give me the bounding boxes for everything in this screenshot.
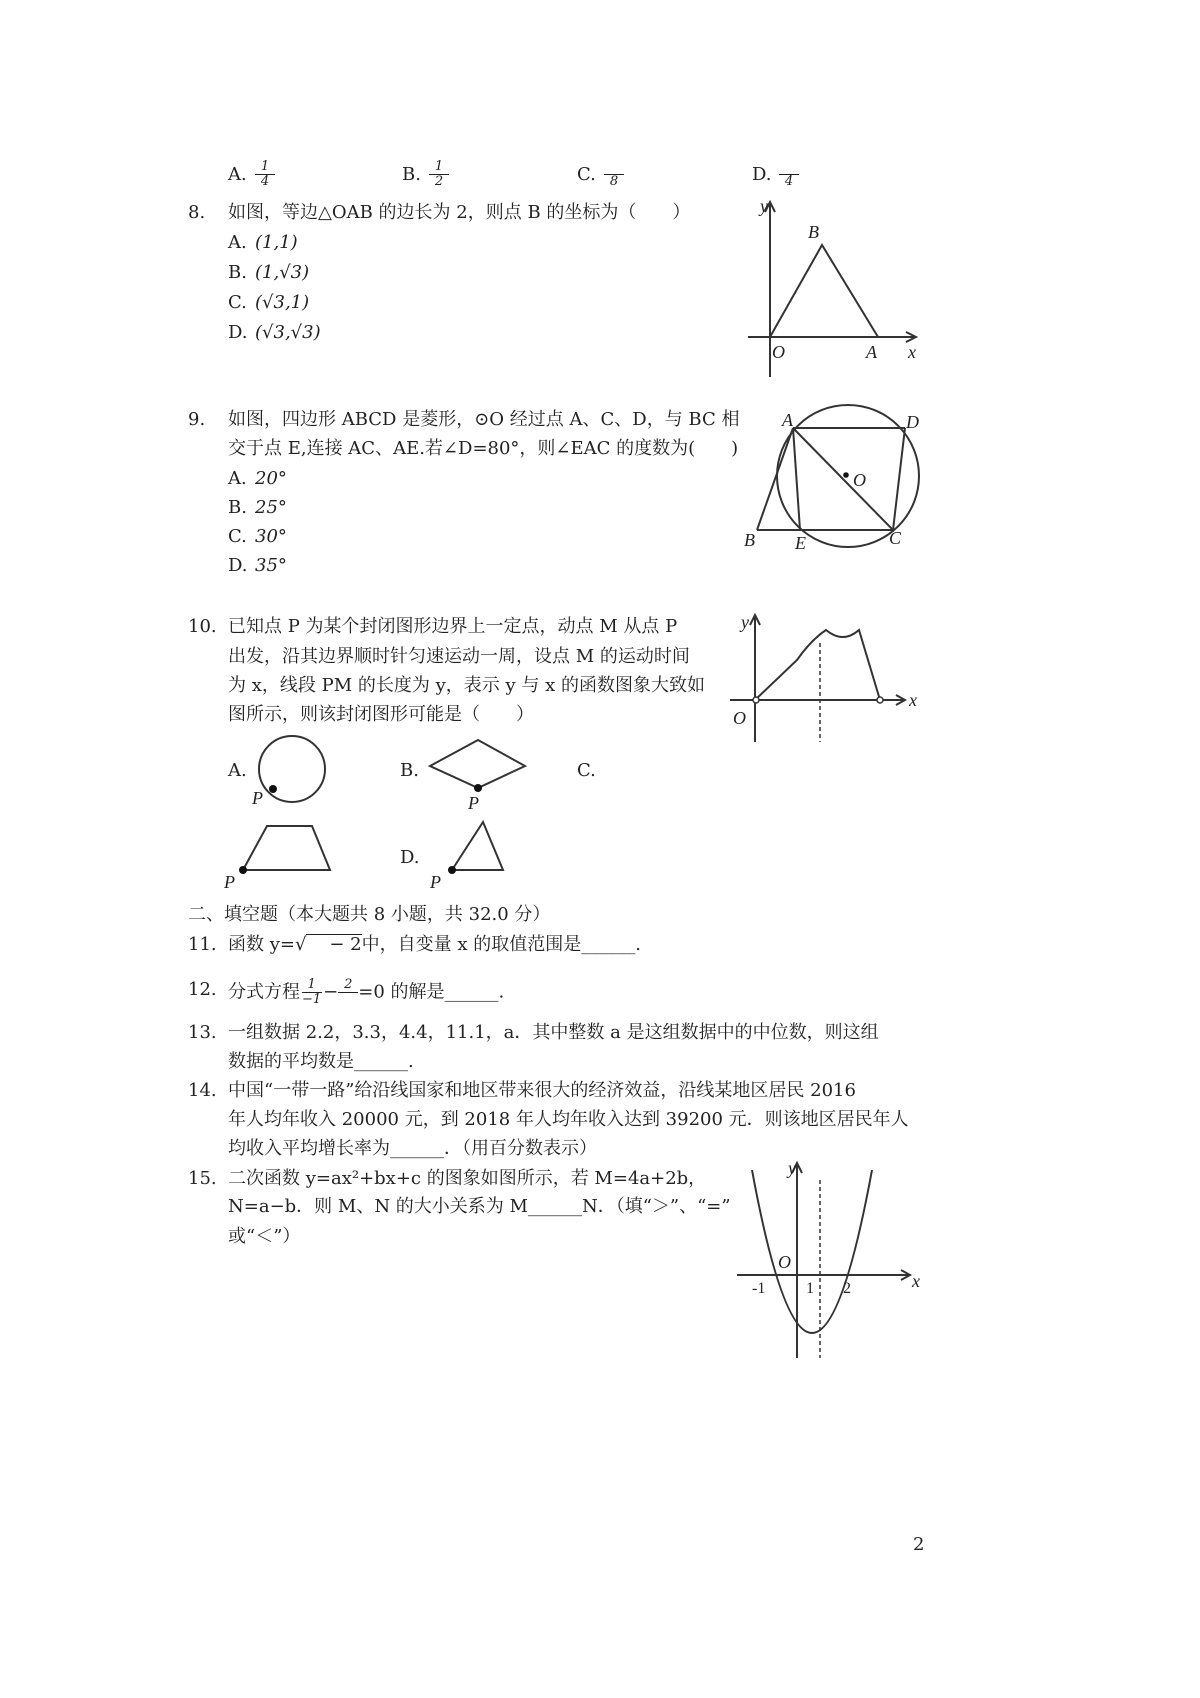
q10-number: 10. <box>188 616 217 637</box>
q11-number: 11. <box>188 934 217 955</box>
origin-label: O <box>733 708 746 728</box>
tick-label: 2 <box>843 1280 851 1297</box>
option-label: A. <box>228 468 247 489</box>
fraction-denominator: 2 <box>434 174 444 189</box>
point-b-label: B <box>744 530 755 550</box>
q13-line: 数据的平均数是______. <box>228 1051 414 1072</box>
option-text: 30° <box>255 526 287 547</box>
option-fraction <box>779 160 799 189</box>
q9-option-a <box>228 467 287 491</box>
fraction-numerator: 1 <box>302 978 322 993</box>
q12-number: 12. <box>188 979 217 1000</box>
q13-number: 13. <box>188 1022 217 1043</box>
x-axis-label: x <box>912 1271 920 1291</box>
option-d-triangle-figure <box>425 816 510 892</box>
y-axis-label: y <box>788 1158 796 1178</box>
q14-line: 中国“一带一路”给沿线国家和地区带来很大的经济效益，沿线某地区居民 2016 <box>228 1080 856 1101</box>
option-label: A. <box>228 232 247 253</box>
q10-option-b-label: B. <box>400 760 419 781</box>
fraction-numerator <box>604 160 624 175</box>
q15-number: 15. <box>188 1168 217 1189</box>
q8-stem: 如图，等边△OAB 的边长为 2，则点 B 的坐标为（ ） <box>228 202 691 223</box>
q9-option-b <box>228 496 287 520</box>
point-p-label: P <box>468 793 479 813</box>
triangle-oab <box>770 245 878 337</box>
point-b-label: B <box>808 222 819 242</box>
fraction-denominator: 8 <box>609 174 619 189</box>
option-label: D. <box>228 322 248 343</box>
minus-sign: − <box>323 981 339 1003</box>
option-label: D. <box>752 163 772 185</box>
q14-line: 均收入平均增长率为______．（用百分数表示） <box>228 1138 597 1159</box>
fraction-numerator: 2 <box>338 978 358 993</box>
fraction-denominator: 4 <box>260 174 270 189</box>
x-axis-label: x <box>908 342 916 362</box>
q10-option-d-label: D. <box>400 847 420 868</box>
q12-pre: 分式方程 <box>228 981 300 1003</box>
fraction-1 <box>300 978 323 1007</box>
fraction-denominator: −1 <box>302 992 322 1007</box>
q8-option-d <box>228 321 321 345</box>
point-d-label: D <box>906 412 919 432</box>
fraction-2 <box>338 978 358 1007</box>
origin-label: O <box>778 1252 791 1272</box>
q12-text <box>228 977 505 1007</box>
curve-start-point <box>753 697 759 703</box>
point-p-dot <box>269 785 277 793</box>
q8-option-b <box>228 261 309 285</box>
q10-option-c-label: C. <box>577 760 596 781</box>
q13-line: 一组数据 2.2，3.3，4.4，11.1，a．其中整数 a 是这组数据中的中位数，则这组 <box>228 1022 879 1043</box>
x-axis-label: x <box>909 690 917 710</box>
q12-post: =0 的解是______. <box>358 981 505 1003</box>
point-p-dot <box>239 866 247 874</box>
q10-stem-line: 已知点 P 为某个封闭图形边界上一定点，动点 M 从点 P <box>228 616 678 637</box>
option-text: (√3,√3) <box>255 322 321 343</box>
tick-label: -1 <box>752 1280 766 1297</box>
option-label: B. <box>228 497 247 518</box>
function-curve <box>755 630 880 700</box>
option-text: 25° <box>255 497 287 518</box>
q14-line: 年人均年收入 20000 元，到 2018 年人均年收入达到 39200 元．则该地区居民年人 <box>228 1109 909 1130</box>
q10-stem-line: 图所示，则该封闭图形可能是（ ） <box>228 704 534 725</box>
segment-dc <box>893 428 905 530</box>
parabola-curve <box>752 1170 872 1333</box>
q15-line: 二次函数 y=ax²+bx+c 的图象如图所示，若 M=4a+2b， <box>228 1168 707 1189</box>
q9-stem-line: 交于点 E,连接 AC、AE.若∠D=80°，则∠EAC 的度数为( ) <box>228 438 739 459</box>
radical-sign: √ <box>294 934 307 955</box>
q14-number: 14. <box>188 1080 217 1101</box>
q15-line: N=a−b．则 M、N 的大小关系为 M______N．（填“＞”、“=” <box>228 1196 731 1217</box>
rhombus-shape <box>430 740 525 788</box>
center-o-label: O <box>853 470 866 490</box>
tick-label: 1 <box>806 1280 814 1297</box>
option-label: A. <box>228 163 247 185</box>
trapezoid-shape <box>243 826 330 870</box>
q10-option-a-label: A. <box>228 760 247 781</box>
point-p-dot <box>474 784 482 792</box>
point-a-label: A <box>782 410 793 430</box>
q11-post: 中，自变量 x 的取值范围是______. <box>361 934 641 955</box>
fraction-numerator <box>779 160 799 175</box>
q10-stem-line: 出发，沿其边界顺时针匀速运动一周，设点 M 的运动时间 <box>228 646 690 667</box>
option-text: 20° <box>255 468 287 489</box>
section-2-title: 二、填空题（本大题共 8 小题，共 32.0 分） <box>188 904 551 925</box>
option-label: C. <box>577 163 596 185</box>
point-a-label: A <box>866 342 877 362</box>
q11-text <box>228 933 641 957</box>
center-o-dot <box>843 472 849 478</box>
circle-shape <box>259 736 325 802</box>
q8-triangle-figure <box>740 190 930 385</box>
option-label: D. <box>228 555 248 576</box>
q8-option-c <box>228 291 309 315</box>
option-fraction <box>255 160 275 189</box>
q11-pre: 函数 y= <box>228 934 295 955</box>
q9-option-c <box>228 525 287 549</box>
q9-number: 9. <box>188 409 206 430</box>
y-axis-label: y <box>741 612 749 632</box>
option-label: B. <box>228 262 247 283</box>
option-text: 35° <box>255 555 287 576</box>
segment-ac <box>793 428 893 530</box>
option-a-circle-figure <box>245 730 335 810</box>
curve-end-point <box>877 697 883 703</box>
q15-line: 或“＜”） <box>228 1226 301 1247</box>
point-p-label: P <box>430 872 441 892</box>
fraction-numerator: 1 <box>255 160 275 175</box>
y-axis-label: y <box>760 196 768 216</box>
triangle-shape <box>452 822 503 870</box>
prev-option-a <box>228 159 275 189</box>
option-text: (1,√3) <box>255 262 310 283</box>
q9-option-d <box>228 554 287 578</box>
option-label: C. <box>228 526 247 547</box>
option-c-trapezoid-figure <box>220 818 340 892</box>
point-p-dot <box>448 866 456 874</box>
option-label: B. <box>402 163 421 185</box>
option-label: C. <box>228 292 247 313</box>
segment-ae <box>793 428 800 530</box>
q8-option-a <box>228 231 298 255</box>
prev-option-c <box>577 160 624 189</box>
fraction-denominator <box>338 993 358 1007</box>
point-c-label: C <box>889 528 902 548</box>
radicand: − 2 <box>306 934 362 955</box>
prev-option-b <box>402 159 449 189</box>
origin-label: O <box>772 342 785 362</box>
q10-function-graph <box>725 608 925 748</box>
point-p-label: P <box>252 788 263 808</box>
q9-stem-line: 如图，四边形 ABCD 是菱形，⊙O 经过点 A、C、D，与 BC 相 <box>228 409 740 430</box>
option-text: (√3,1) <box>255 292 310 313</box>
q9-rhombus-circle-figure <box>740 398 930 558</box>
point-p-label: P <box>224 872 235 892</box>
fraction-denominator: 4 <box>784 174 794 189</box>
q8-number: 8. <box>188 202 206 223</box>
q10-stem-line: 为 x，线段 PM 的长度为 y，表示 y 与 x 的函数图象大致如 <box>228 675 705 696</box>
option-text: (1,1) <box>255 232 298 253</box>
option-b-rhombus-figure <box>420 732 535 814</box>
fraction-numerator: 1 <box>429 160 449 175</box>
option-fraction <box>429 160 449 189</box>
q15-parabola-graph <box>730 1158 925 1363</box>
option-fraction <box>604 160 624 189</box>
page-number: 2 <box>913 1534 925 1555</box>
prev-option-d <box>752 160 799 189</box>
point-e-label: E <box>795 533 806 553</box>
